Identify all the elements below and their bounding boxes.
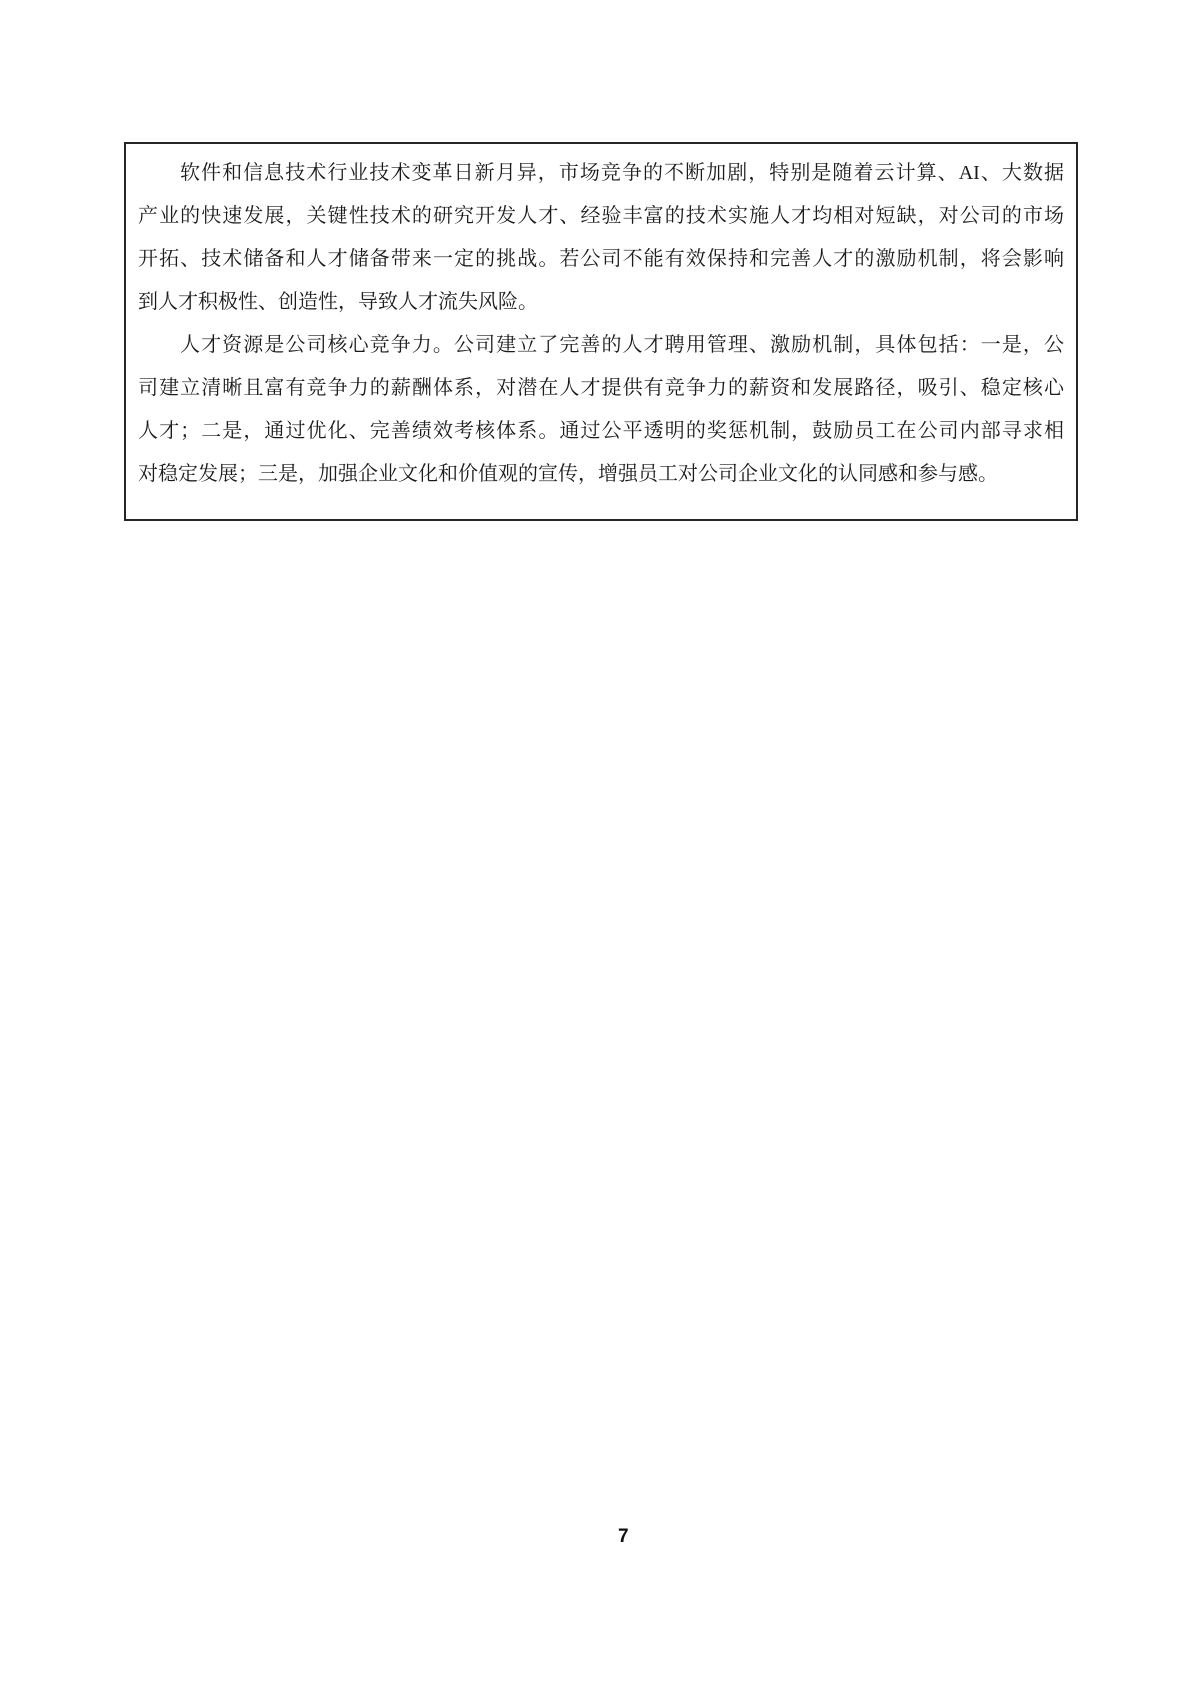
text-line: 软件和信息技术行业技术变革日新月异，市场竞争的不断加剧，特别是随着云计算、AI、大数据 xyxy=(180,162,1064,184)
text-line: 人才资源是公司核心竞争力。公司建立了完善的人才聘用管理、激励机制，具体包括：一是，公 xyxy=(180,334,1064,356)
risk-disclosure-text-box xyxy=(124,142,1078,521)
text-line: 到人才积极性、创造性，导致人才流失风险。 xyxy=(138,291,538,313)
text-line: 对稳定发展；三是，加强企业文化和价值观的宣传，增强员工对公司企业文化的认同感和参与感。 xyxy=(138,463,998,485)
text-line: 人才；二是，通过优化、完善绩效考核体系。通过公平透明的奖惩机制，鼓励员工在公司内部寻求相 xyxy=(138,420,1064,442)
text-line: 开拓、技术储备和人才储备带来一定的挑战。若公司不能有效保持和完善人才的激励机制，将会影响 xyxy=(138,248,1064,270)
text-line: 司建立清晰且富有竞争力的薪酬体系，对潜在人才提供有竞争力的薪资和发展路径，吸引、稳定核心 xyxy=(138,377,1064,399)
text-line: 产业的快速发展，关键性技术的研究开发人才、经验丰富的技术实施人才均相对短缺，对公司的市场 xyxy=(138,205,1064,227)
page-number: 7 xyxy=(618,1526,629,1547)
